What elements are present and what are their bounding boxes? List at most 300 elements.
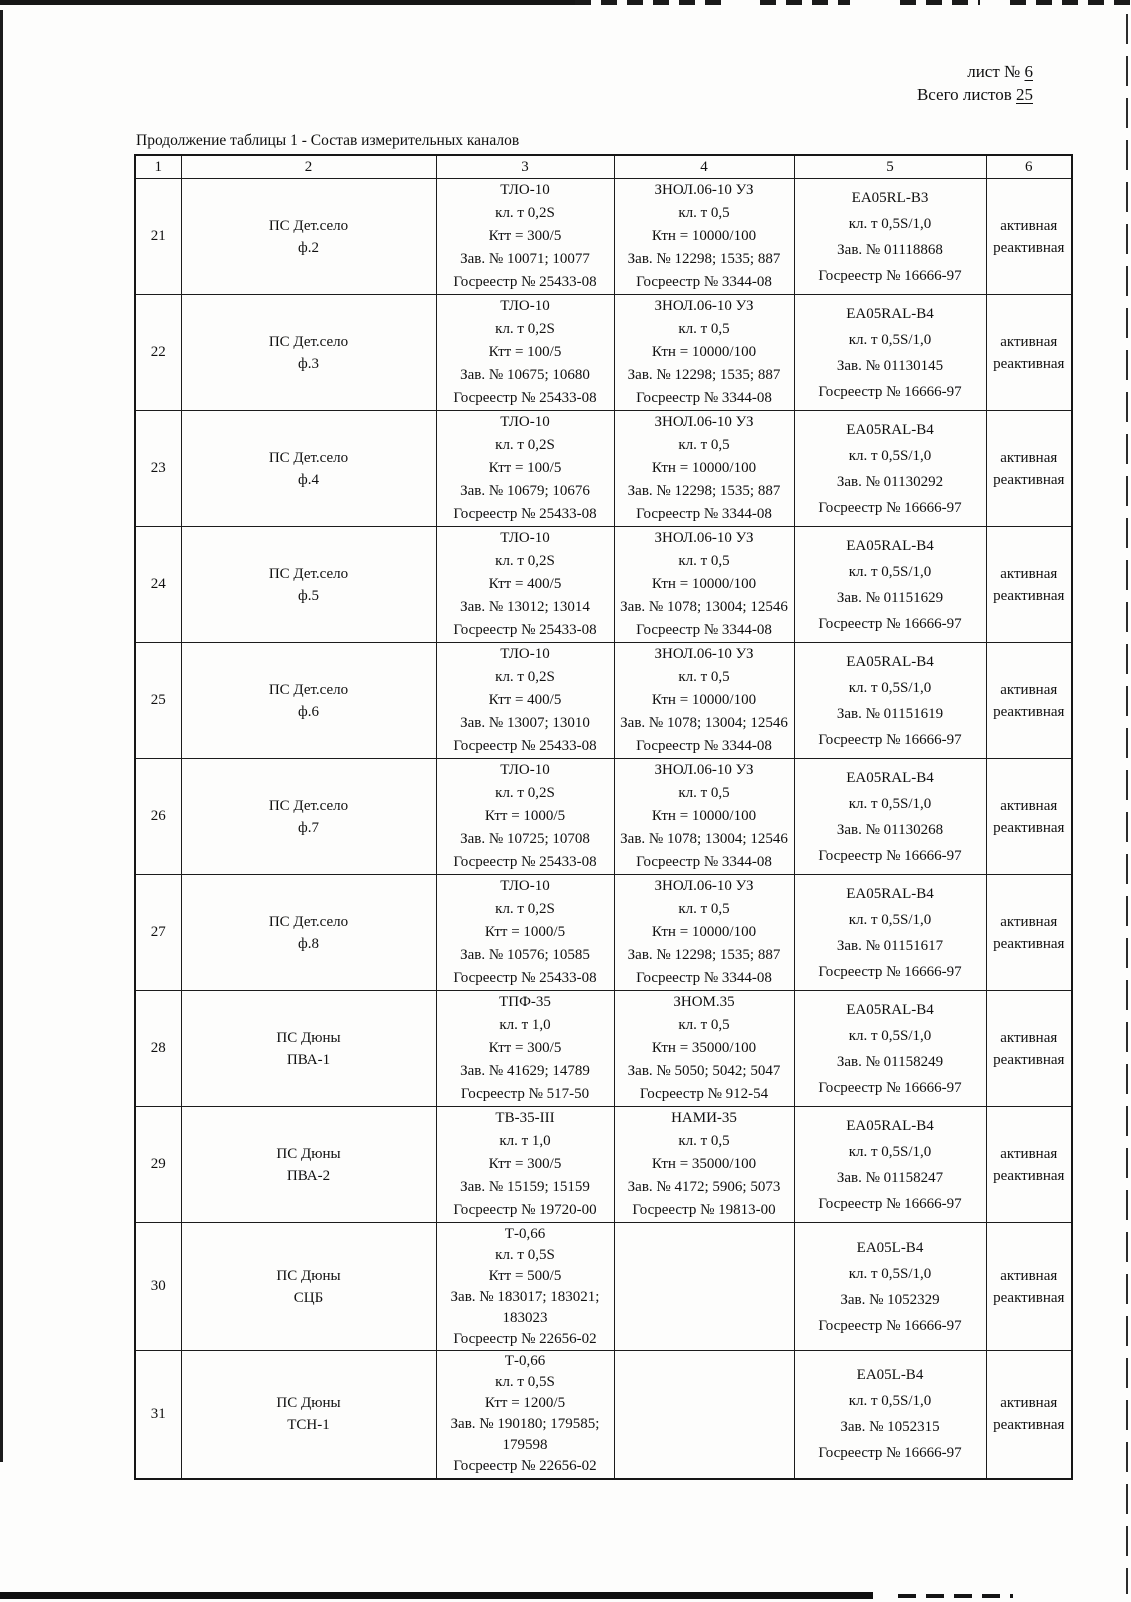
energy-type-cell xyxy=(986,1107,1072,1223)
text-line: реактивная xyxy=(993,703,1065,720)
text-line: активная xyxy=(1000,1395,1058,1412)
text-line: 179598 xyxy=(502,1437,548,1454)
text-line: Зав. № 10576; 10585 xyxy=(460,947,590,963)
text-line: реактивная xyxy=(993,1051,1065,1068)
text-line: активная xyxy=(1000,1029,1058,1046)
text-line: ПС Дет.село xyxy=(268,681,349,698)
text-line: Ктн = 10000/100 xyxy=(651,228,757,244)
text-line: 22 xyxy=(150,344,166,360)
text-line: Зав. № 12298; 1535; 887 xyxy=(627,947,781,963)
text-line: Ктт = 500/5 xyxy=(488,1267,562,1284)
text-line: EA05L-B4 xyxy=(856,1367,924,1384)
text-line: Ктн = 10000/100 xyxy=(651,576,757,592)
table-title: Продолжение таблицы 1 - Состав измерительных каналов xyxy=(136,132,520,149)
text-line: 28 xyxy=(150,1040,166,1056)
vt-cell xyxy=(614,759,794,875)
text-line: Госреестр № 25433-08 xyxy=(453,390,597,406)
text-line: EA05RAL-B4 xyxy=(846,653,934,670)
column-header: 3 xyxy=(436,155,614,179)
meter-cell xyxy=(794,179,986,295)
table-row xyxy=(135,1351,1072,1479)
text-line: активная xyxy=(1000,217,1058,234)
text-line: Зав. № 01151629 xyxy=(836,589,944,606)
text-line: Госреестр № 16666-97 xyxy=(818,1079,962,1096)
text-line: Зав. № 01118868 xyxy=(837,241,943,258)
text-line: ТПФ-35 xyxy=(499,994,551,1010)
vt-cell xyxy=(614,179,794,295)
text-line: Зав. № 5050; 5042; 5047 xyxy=(627,1063,781,1079)
text-line: 25 xyxy=(150,692,166,708)
text-line: Зав. № 190180; 179585; xyxy=(450,1416,600,1433)
total-sheets-label: Всего листов xyxy=(916,85,1012,104)
text-line: кл. т 0,2S xyxy=(495,553,555,569)
text-line: Госреестр № 16666-97 xyxy=(818,847,962,864)
text-line: ЗНОМ.35 xyxy=(673,994,735,1010)
text-line: Зав. № 12298; 1535; 887 xyxy=(627,483,781,499)
text-line: 183023 xyxy=(502,1309,548,1326)
table-row xyxy=(135,875,1072,991)
text-line: Ктт = 400/5 xyxy=(488,576,562,592)
text-line: реактивная xyxy=(993,587,1065,604)
table-row xyxy=(135,1223,1072,1351)
text-line: кл. т 0,5S/1,0 xyxy=(848,1027,932,1044)
text-line: реактивная xyxy=(993,935,1065,952)
text-line: Госреестр № 22656-02 xyxy=(453,1330,597,1347)
column-header: 2 xyxy=(181,155,436,179)
text-line: Зав. № 01158249 xyxy=(836,1053,944,1070)
text-line: Зав. № 10675; 10680 xyxy=(460,367,590,383)
station-cell xyxy=(181,527,436,643)
row-number-cell xyxy=(135,179,181,295)
vt-cell xyxy=(614,1107,794,1223)
text-line: реактивная xyxy=(993,239,1065,256)
text-line: кл. т 0,2S xyxy=(495,901,555,917)
text-line: Зав. № 10071; 10077 xyxy=(460,251,590,267)
sheet-label: лист № xyxy=(967,62,1021,81)
text-line: Ктт = 100/5 xyxy=(488,460,562,476)
text-line: Зав. № 1052329 xyxy=(840,1291,940,1308)
table-body xyxy=(135,179,1072,1479)
text-line: ТВ-35-III xyxy=(495,1110,555,1126)
text-line: ф.7 xyxy=(298,819,319,836)
text-line: Госреестр № 19813-00 xyxy=(632,1202,776,1218)
energy-type-cell xyxy=(986,295,1072,411)
row-number-cell xyxy=(135,759,181,875)
text-line: кл. т 0,5 xyxy=(678,785,730,801)
text-line: 27 xyxy=(150,924,166,940)
text-line: 26 xyxy=(150,808,166,824)
scan-artifact-top-dashes xyxy=(900,0,980,5)
column-header: 4 xyxy=(614,155,794,179)
text-line: ПВА-1 xyxy=(286,1051,331,1068)
row-number-cell xyxy=(135,411,181,527)
text-line: Зав. № 12298; 1535; 887 xyxy=(627,251,781,267)
text-line: EA05RAL-B4 xyxy=(846,421,934,438)
sheet-info xyxy=(917,60,1033,106)
text-line: ПС Дет.село xyxy=(268,797,349,814)
text-line: кл. т 0,2S xyxy=(495,321,555,337)
text-line: кл. т 0,2S xyxy=(495,205,555,221)
text-line: реактивная xyxy=(993,471,1065,488)
text-line: Госреестр № 3344-08 xyxy=(636,738,772,754)
station-cell xyxy=(181,179,436,295)
text-line: Ктт = 400/5 xyxy=(488,692,562,708)
text-line: ТЛО-10 xyxy=(500,182,550,198)
text-line: EA05L-B4 xyxy=(856,1239,924,1256)
text-line: ЗНОЛ.06-10 УЗ xyxy=(654,530,754,546)
text-line: ЗНОЛ.06-10 УЗ xyxy=(654,646,754,662)
text-line: EA05RL-B3 xyxy=(851,189,929,206)
text-line: Госреестр № 16666-97 xyxy=(818,1317,962,1334)
text-line: активная xyxy=(1000,1267,1058,1284)
text-line: Госреестр № 25433-08 xyxy=(453,622,597,638)
energy-type-cell xyxy=(986,1351,1072,1479)
text-line: ТЛО-10 xyxy=(500,878,550,894)
text-line: Зав. № 10725; 10708 xyxy=(460,831,590,847)
text-line: ПС Дет.село xyxy=(268,565,349,582)
scan-artifact-right-edge xyxy=(1126,14,1128,1594)
text-line: Ктт = 300/5 xyxy=(488,1040,562,1056)
text-line: кл. т 0,2S xyxy=(495,785,555,801)
scan-artifact-bottom-dashes xyxy=(898,1594,1013,1598)
vt-cell xyxy=(614,1223,794,1351)
text-line: СЦБ xyxy=(293,1289,324,1306)
text-line: Зав. № 13012; 13014 xyxy=(460,599,590,615)
text-line: Ктн = 10000/100 xyxy=(651,808,757,824)
energy-type-cell xyxy=(986,411,1072,527)
station-cell xyxy=(181,991,436,1107)
meter-cell xyxy=(794,643,986,759)
text-line: Зав. № 15159; 15159 xyxy=(460,1179,590,1195)
text-line: кл. т 0,2S xyxy=(495,669,555,685)
text-line: Зав. № 12298; 1535; 887 xyxy=(627,367,781,383)
text-line: Зав. № 01151619 xyxy=(836,705,944,722)
text-line: Госреестр № 3344-08 xyxy=(636,274,772,290)
text-line: Госреестр № 19720-00 xyxy=(453,1202,597,1218)
text-line: Госреестр № 912-54 xyxy=(639,1086,769,1102)
station-cell xyxy=(181,759,436,875)
text-line: кл. т 0,5 xyxy=(678,553,730,569)
sheet-number-line xyxy=(917,60,1033,83)
text-line: кл. т 0,5 xyxy=(678,437,730,453)
row-number-cell xyxy=(135,295,181,411)
text-line: Ктн = 10000/100 xyxy=(651,460,757,476)
total-sheets-number: 25 xyxy=(1016,85,1033,104)
meter-cell xyxy=(794,991,986,1107)
scan-artifact-bottom-band xyxy=(0,1592,873,1599)
text-line: кл. т 0,5S/1,0 xyxy=(848,447,932,464)
text-line: ПС Дюны xyxy=(276,1029,341,1046)
text-line: Госреестр № 25433-08 xyxy=(453,970,597,986)
vt-cell xyxy=(614,1351,794,1479)
text-line: EA05RAL-B4 xyxy=(846,885,934,902)
scan-artifact-top-band xyxy=(0,0,575,5)
text-line: EA05RAL-B4 xyxy=(846,305,934,322)
column-header: 1 xyxy=(135,155,181,179)
vt-cell xyxy=(614,295,794,411)
text-line: Зав. № 01151617 xyxy=(836,937,944,954)
row-number-cell xyxy=(135,1223,181,1351)
text-line: Зав. № 4172; 5906; 5073 xyxy=(627,1179,781,1195)
energy-type-cell xyxy=(986,991,1072,1107)
text-line: Госреестр № 517-50 xyxy=(460,1086,590,1102)
text-line: Ктт = 300/5 xyxy=(488,1156,562,1172)
text-line: кл. т 1,0 xyxy=(499,1133,551,1149)
energy-type-cell xyxy=(986,179,1072,295)
vt-cell xyxy=(614,875,794,991)
text-line: Ктн = 35000/100 xyxy=(651,1156,757,1172)
ct-cell xyxy=(436,643,614,759)
text-line: Ктт = 300/5 xyxy=(488,228,562,244)
text-line: Госреестр № 16666-97 xyxy=(818,499,962,516)
scan-artifact-top-dashes xyxy=(760,0,850,5)
text-line: кл. т 0,5S/1,0 xyxy=(848,563,932,580)
energy-type-cell xyxy=(986,527,1072,643)
energy-type-cell xyxy=(986,759,1072,875)
energy-type-cell xyxy=(986,875,1072,991)
ct-cell xyxy=(436,295,614,411)
text-line: ф.6 xyxy=(298,703,319,720)
sheet-number: 6 xyxy=(1024,62,1033,81)
text-line: Ктт = 100/5 xyxy=(488,344,562,360)
text-line: ПС Дет.село xyxy=(268,913,349,930)
text-line: Ктт = 1200/5 xyxy=(484,1395,566,1412)
text-line: реактивная xyxy=(993,819,1065,836)
row-number-cell xyxy=(135,1107,181,1223)
text-line: ф.8 xyxy=(298,935,319,952)
text-line: Госреестр № 3344-08 xyxy=(636,506,772,522)
text-line: ТЛО-10 xyxy=(500,762,550,778)
text-line: кл. т 0,5 xyxy=(678,1133,730,1149)
table-row xyxy=(135,991,1072,1107)
ct-cell xyxy=(436,991,614,1107)
text-line: Госреестр № 16666-97 xyxy=(818,1445,962,1462)
text-line: Зав. № 01158247 xyxy=(836,1169,944,1186)
table-row xyxy=(135,411,1072,527)
table-row xyxy=(135,179,1072,295)
energy-type-cell xyxy=(986,1223,1072,1351)
table-row xyxy=(135,1107,1072,1223)
text-line: кл. т 0,5S/1,0 xyxy=(848,1393,932,1410)
text-line: кл. т 0,5S/1,0 xyxy=(848,911,932,928)
table-row xyxy=(135,643,1072,759)
text-line: реактивная xyxy=(993,1167,1065,1184)
text-line: Ктт = 1000/5 xyxy=(484,924,566,940)
text-line: 21 xyxy=(150,228,166,244)
text-line: ТЛО-10 xyxy=(500,530,550,546)
text-line: Госреестр № 25433-08 xyxy=(453,854,597,870)
text-line: активная xyxy=(1000,449,1058,466)
text-line: реактивная xyxy=(993,1289,1065,1306)
total-sheets-line xyxy=(917,83,1033,106)
text-line: 24 xyxy=(150,576,166,592)
text-line: Зав. № 1052315 xyxy=(840,1419,940,1436)
text-line: Госреестр № 16666-97 xyxy=(818,267,962,284)
text-line: ПС Дюны xyxy=(276,1145,341,1162)
text-line: ф.5 xyxy=(298,587,319,604)
text-line: EA05RAL-B4 xyxy=(846,1001,934,1018)
meter-cell xyxy=(794,1107,986,1223)
text-line: кл. т 0,5 xyxy=(678,669,730,685)
text-line: 23 xyxy=(150,460,166,476)
text-line: ф.3 xyxy=(298,355,319,372)
text-line: Госреестр № 16666-97 xyxy=(818,615,962,632)
text-line: Ктн = 10000/100 xyxy=(651,924,757,940)
ct-cell xyxy=(436,759,614,875)
row-number-cell xyxy=(135,643,181,759)
row-number-cell xyxy=(135,991,181,1107)
text-line: Ктн = 10000/100 xyxy=(651,692,757,708)
text-line: Госреестр № 3344-08 xyxy=(636,970,772,986)
column-header: 6 xyxy=(986,155,1072,179)
text-line: Ктн = 10000/100 xyxy=(651,344,757,360)
text-line: Госреестр № 22656-02 xyxy=(453,1458,597,1475)
meter-cell xyxy=(794,1223,986,1351)
station-cell xyxy=(181,643,436,759)
text-line: НАМИ-35 xyxy=(671,1110,737,1126)
text-line: Госреестр № 16666-97 xyxy=(818,383,962,400)
text-line: активная xyxy=(1000,681,1058,698)
text-line: кл. т 0,5 xyxy=(678,205,730,221)
text-line: кл. т 0,2S xyxy=(495,437,555,453)
ct-cell xyxy=(436,875,614,991)
text-line: кл. т 0,5S/1,0 xyxy=(848,795,932,812)
ct-cell xyxy=(436,1107,614,1223)
station-cell xyxy=(181,1351,436,1479)
text-line: активная xyxy=(1000,797,1058,814)
text-line: ф.2 xyxy=(298,239,319,256)
station-cell xyxy=(181,875,436,991)
text-line: кл. т 0,5S/1,0 xyxy=(848,1265,932,1282)
text-line: Госреестр № 25433-08 xyxy=(453,738,597,754)
text-line: ПС Дюны xyxy=(276,1395,341,1412)
text-line: Госреестр № 16666-97 xyxy=(818,963,962,980)
text-line: ПС Дет.село xyxy=(268,217,349,234)
text-line: Госреестр № 3344-08 xyxy=(636,390,772,406)
text-line: кл. т 0,5 xyxy=(678,321,730,337)
table-row xyxy=(135,527,1072,643)
ct-cell xyxy=(436,1223,614,1351)
meter-cell xyxy=(794,1351,986,1479)
column-header-row xyxy=(135,155,1072,179)
text-line: Ктн = 35000/100 xyxy=(651,1040,757,1056)
station-cell xyxy=(181,411,436,527)
text-line: Госреестр № 16666-97 xyxy=(818,1195,962,1212)
text-line: кл. т 0,5S/1,0 xyxy=(848,1143,932,1160)
text-line: ТЛО-10 xyxy=(500,298,550,314)
vt-cell xyxy=(614,411,794,527)
text-line: ПС Дет.село xyxy=(268,449,349,466)
text-line: Т-0,66 xyxy=(504,1225,546,1242)
text-line: 29 xyxy=(150,1156,166,1172)
text-line: кл. т 0,5 xyxy=(678,901,730,917)
text-line: ЗНОЛ.06-10 УЗ xyxy=(654,298,754,314)
energy-type-cell xyxy=(986,643,1072,759)
text-line: Зав. № 10679; 10676 xyxy=(460,483,590,499)
text-line: реактивная xyxy=(993,355,1065,372)
text-line: активная xyxy=(1000,333,1058,350)
text-line: активная xyxy=(1000,565,1058,582)
meter-cell xyxy=(794,527,986,643)
text-line: ЗНОЛ.06-10 УЗ xyxy=(654,414,754,430)
text-line: Зав. № 01130268 xyxy=(836,821,944,838)
text-line: Ктт = 1000/5 xyxy=(484,808,566,824)
text-line: кл. т 0,5S/1,0 xyxy=(848,331,932,348)
text-line: ПВА-2 xyxy=(286,1167,331,1184)
station-cell xyxy=(181,1107,436,1223)
table-row xyxy=(135,295,1072,411)
column-header: 5 xyxy=(794,155,986,179)
text-line: ЗНОЛ.06-10 УЗ xyxy=(654,762,754,778)
text-line: Зав. № 183017; 183021; xyxy=(450,1288,600,1305)
ct-cell xyxy=(436,179,614,295)
table-row xyxy=(135,759,1072,875)
text-line: EA05RAL-B4 xyxy=(846,769,934,786)
text-line: ТЛО-10 xyxy=(500,646,550,662)
meter-cell xyxy=(794,759,986,875)
text-line: ЗНОЛ.06-10 УЗ xyxy=(654,878,754,894)
text-line: 31 xyxy=(150,1405,166,1422)
row-number-cell xyxy=(135,1351,181,1479)
text-line: ТСН-1 xyxy=(287,1417,330,1434)
text-line: ТЛО-10 xyxy=(500,414,550,430)
text-line: EA05RAL-B4 xyxy=(846,1117,934,1134)
row-number-cell xyxy=(135,527,181,643)
text-line: Зав. № 01130292 xyxy=(836,473,944,490)
measuring-channels-table xyxy=(134,154,1073,1480)
text-line: активная xyxy=(1000,913,1058,930)
text-line: Зав. № 13007; 13010 xyxy=(460,715,590,731)
scan-artifact-top-dashes xyxy=(575,0,725,5)
meter-cell xyxy=(794,411,986,527)
text-line: ПС Дюны xyxy=(276,1267,341,1284)
text-line: кл. т 1,0 xyxy=(499,1017,551,1033)
text-line: Госреестр № 25433-08 xyxy=(453,506,597,522)
text-line: ЗНОЛ.06-10 УЗ xyxy=(654,182,754,198)
ct-cell xyxy=(436,527,614,643)
ct-cell xyxy=(436,411,614,527)
meter-cell xyxy=(794,295,986,411)
text-line: ПС Дет.село xyxy=(268,333,349,350)
meter-cell xyxy=(794,875,986,991)
scan-artifact-top-dashes xyxy=(1010,0,1131,5)
station-cell xyxy=(181,1223,436,1351)
text-line: Госреестр № 25433-08 xyxy=(453,274,597,290)
text-line: кл. т 0,5S xyxy=(495,1246,555,1263)
text-line: Госреестр № 3344-08 xyxy=(636,622,772,638)
text-line: Зав. № 1078; 13004; 12546 xyxy=(620,831,788,847)
text-line: Т-0,66 xyxy=(504,1353,546,1370)
vt-cell xyxy=(614,643,794,759)
scan-artifact-left-edge xyxy=(0,10,3,1462)
text-line: Зав. № 41629; 14789 xyxy=(460,1063,590,1079)
text-line: кл. т 0,5S/1,0 xyxy=(848,215,932,232)
text-line: активная xyxy=(1000,1145,1058,1162)
vt-cell xyxy=(614,527,794,643)
text-line: Зав. № 1078; 13004; 12546 xyxy=(620,599,788,615)
text-line: Зав. № 1078; 13004; 12546 xyxy=(620,715,788,731)
text-line: ф.4 xyxy=(298,471,319,488)
text-line: 30 xyxy=(150,1278,166,1294)
text-line: Госреестр № 3344-08 xyxy=(636,854,772,870)
text-line: Зав. № 01130145 xyxy=(836,357,944,374)
vt-cell xyxy=(614,991,794,1107)
text-line: реактивная xyxy=(993,1417,1065,1434)
text-line: кл. т 0,5 xyxy=(678,1017,730,1033)
text-line: Госреестр № 16666-97 xyxy=(818,731,962,748)
text-line: кл. т 0,5S/1,0 xyxy=(848,679,932,696)
text-line: кл. т 0,5S xyxy=(495,1374,555,1391)
